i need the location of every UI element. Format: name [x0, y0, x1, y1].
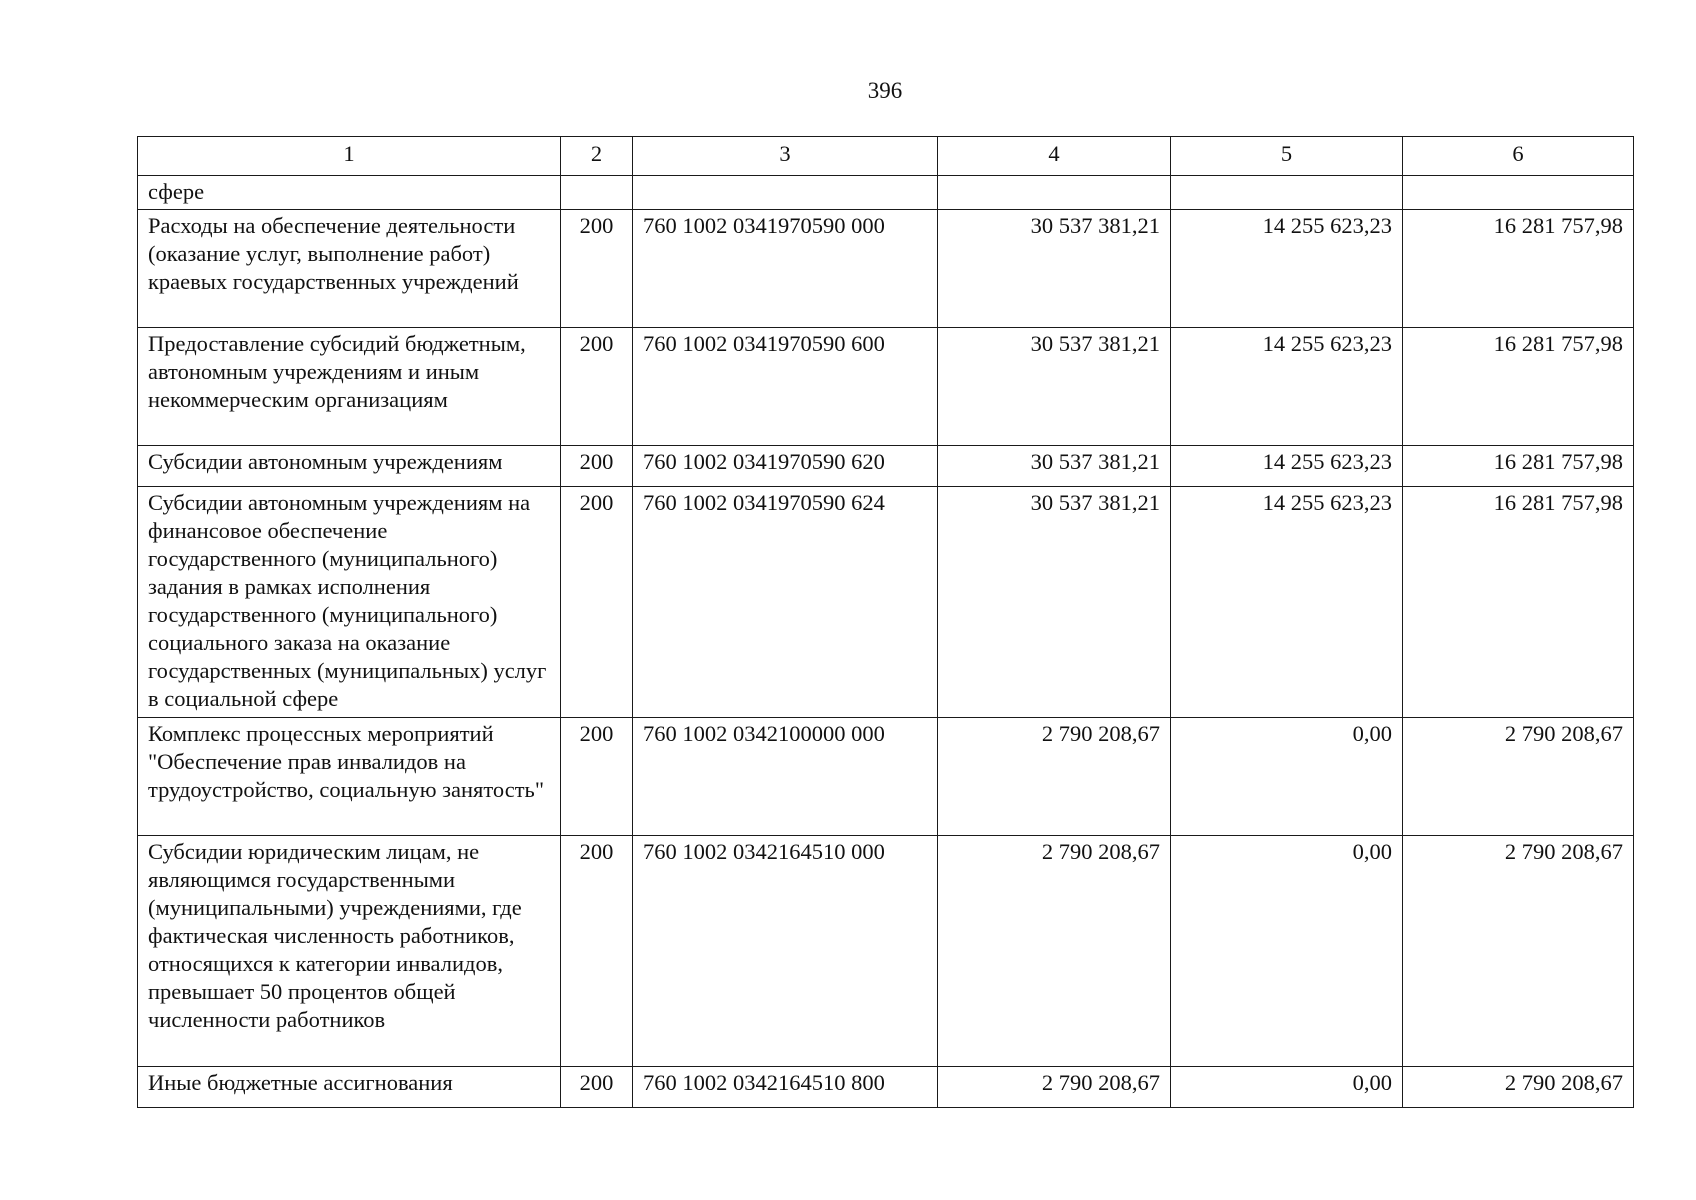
row-amount-cell: 30 537 381,21 — [938, 210, 1171, 328]
table-row — [138, 718, 1634, 836]
row-code-cell: 200 — [561, 328, 633, 446]
table-row — [138, 210, 1634, 328]
row-amount-cell — [938, 176, 1171, 210]
row-code-cell: 200 — [561, 718, 633, 836]
budget-table — [137, 136, 1634, 1108]
row-code-cell: 200 — [561, 446, 633, 487]
row-amount-cell: 2 790 208,67 — [938, 836, 1171, 1067]
row-amount-cell — [1403, 176, 1634, 210]
row-classification-cell: 760 1002 0342100000 000 — [633, 718, 938, 836]
row-amount-cell: 14 255 623,23 — [1171, 487, 1403, 718]
row-classification-cell: 760 1002 0341970590 000 — [633, 210, 938, 328]
row-amount-cell — [1171, 176, 1403, 210]
page-number: 396 — [867, 78, 903, 103]
row-name-cell: Комплекс процессных мероприятий "Обеспечение прав инвалидов на трудоустройство, социальную занятость" — [138, 718, 561, 836]
table-row — [138, 446, 1634, 487]
row-amount-cell: 0,00 — [1171, 836, 1403, 1067]
row-amount-cell: 16 281 757,98 — [1403, 446, 1634, 487]
row-classification-cell: 760 1002 0341970590 600 — [633, 328, 938, 446]
row-amount-cell: 0,00 — [1171, 718, 1403, 836]
row-amount-cell: 30 537 381,21 — [938, 487, 1171, 718]
row-amount-cell: 14 255 623,23 — [1171, 210, 1403, 328]
row-amount-cell: 2 790 208,67 — [1403, 718, 1634, 836]
row-name-cell: Предоставление субсидий бюджетным, автономным учреждениям и иным некоммерческим организациям — [138, 328, 561, 446]
row-code-cell — [561, 176, 633, 210]
row-amount-cell: 14 255 623,23 — [1171, 328, 1403, 446]
row-name-cell: Субсидии автономным учреждениям на финансовое обеспечение государственного (муниципального) задания в рамках исполнения государственного (муниципального) социального заказа на оказание государственных (муниципальных) услуг в социальной сфере — [138, 487, 561, 718]
row-classification-cell: 760 1002 0341970590 620 — [633, 446, 938, 487]
row-amount-cell: 2 790 208,67 — [1403, 836, 1634, 1067]
row-code-cell: 200 — [561, 836, 633, 1067]
row-amount-cell: 0,00 — [1171, 1067, 1403, 1108]
row-name-cell: Субсидии автономным учреждениям — [138, 446, 561, 487]
row-name-cell: Субсидии юридическим лицам, не являющимся государственными (муниципальными) учреждениями, где фактическая численность работников, относящихся к категории инвалидов, превышает 50 процентов общей численности работников — [138, 836, 561, 1067]
row-amount-cell: 2 790 208,67 — [938, 1067, 1171, 1108]
row-amount-cell: 14 255 623,23 — [1171, 446, 1403, 487]
row-code-cell: 200 — [561, 210, 633, 328]
table-row — [138, 1067, 1634, 1108]
row-name-cell: сфере — [138, 176, 561, 210]
row-amount-cell: 16 281 757,98 — [1403, 210, 1634, 328]
table-row — [138, 176, 1634, 210]
column-header: 2 — [561, 137, 633, 176]
row-code-cell: 200 — [561, 1067, 633, 1108]
column-header: 5 — [1171, 137, 1403, 176]
column-header: 3 — [633, 137, 938, 176]
row-amount-cell: 2 790 208,67 — [1403, 1067, 1634, 1108]
row-classification-cell: 760 1002 0342164510 800 — [633, 1067, 938, 1108]
table-header-row — [138, 137, 1634, 176]
column-header: 6 — [1403, 137, 1634, 176]
row-classification-cell: 760 1002 0341970590 624 — [633, 487, 938, 718]
table-row — [138, 328, 1634, 446]
column-header: 4 — [938, 137, 1171, 176]
row-amount-cell: 16 281 757,98 — [1403, 328, 1634, 446]
row-code-cell: 200 — [561, 487, 633, 718]
row-classification-cell — [633, 176, 938, 210]
table-row — [138, 836, 1634, 1067]
row-amount-cell: 16 281 757,98 — [1403, 487, 1634, 718]
table-row — [138, 487, 1634, 718]
row-classification-cell: 760 1002 0342164510 000 — [633, 836, 938, 1067]
row-amount-cell: 2 790 208,67 — [938, 718, 1171, 836]
row-amount-cell: 30 537 381,21 — [938, 328, 1171, 446]
row-name-cell: Иные бюджетные ассигнования — [138, 1067, 561, 1108]
row-name-cell: Расходы на обеспечение деятельности (оказание услуг, выполнение работ) краевых государственных учреждений — [138, 210, 561, 328]
row-amount-cell: 30 537 381,21 — [938, 446, 1171, 487]
column-header: 1 — [138, 137, 561, 176]
